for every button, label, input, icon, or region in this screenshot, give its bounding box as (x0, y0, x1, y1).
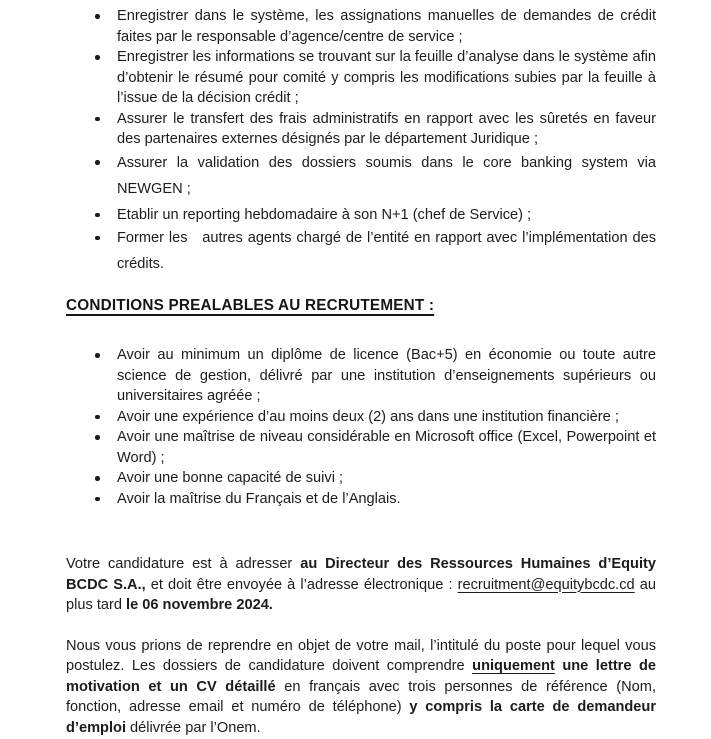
responsibility-text: Former les autres agents chargé de l’entité en rapport avec l’implémentation des crédits. (116, 230, 656, 272)
list-item (66, 109, 656, 150)
list-item (66, 468, 656, 489)
condition-text: Avoir une bonne capacité de suivi ; (116, 470, 344, 486)
required-documents-text: une lettre de motivation et un CV détaillé (66, 658, 656, 695)
bullet-icon (95, 497, 100, 502)
condition-text: Avoir une maîtrise de niveau considérable en Microsoft office (Excel, Powerpoint et Word) ; (116, 429, 656, 466)
list-item (66, 6, 656, 47)
email-intro-text: et doit être envoyée à l’adresse électronique : (145, 576, 458, 593)
bullet-icon (95, 117, 100, 122)
bullet-icon (95, 415, 100, 420)
responsibility-text: Assurer la validation des dossiers soumis dans le core banking system via NEWGEN ; (116, 154, 656, 197)
bullet-icon (95, 353, 100, 358)
condition-text: Avoir au minimum un diplôme de licence (Bac+5) en économie ou toute autre science de gestion, délivré par une institution d’enseignements supérieurs ou universitaires agréée ; (116, 347, 656, 404)
job-seeker-card-text: y compris la carte de demandeur d’emploi (66, 699, 657, 736)
conditions-list (66, 345, 656, 509)
section-heading-text: CONDITIONS PREALABLES AU RECRUTEMENT : (66, 297, 435, 314)
list-item (66, 407, 656, 428)
hr-director-text: au Directeur des Ressources Humaines d’Equity BCDC S.A., (66, 556, 656, 593)
condition-text: Avoir une expérience d’au moins deux (2) ans dans une institution financière ; (116, 408, 619, 425)
application-paragraph (66, 554, 656, 616)
onem-text: délivrée par l’Onem. (126, 719, 261, 736)
responsibility-text: Enregistrer dans le système, les assignations manuelles de demandes de crédit faites par le responsable d’agence/centre de service ; (116, 8, 656, 45)
deadline-date: le 06 novembre 2024. (126, 597, 273, 613)
list-item (66, 345, 656, 407)
application-intro-text: Votre candidature est à adresser (66, 556, 301, 572)
list-item (66, 225, 656, 277)
email-address: recruitment@equitybcdc.cd (457, 576, 635, 593)
condition-text: Avoir la maîtrise du Français et de l’Anglais. (116, 490, 401, 507)
bullet-icon (95, 55, 100, 60)
responsibilities-list (66, 6, 656, 277)
bullet-icon (95, 213, 100, 218)
references-text: en français avec trois personnes de référence (Nom, fonction, adresse email et numéro de téléphone) (66, 678, 656, 715)
uniquement-emphasis-text: uniquement (472, 658, 555, 674)
responsibility-text: Assurer le transfert des frais administratifs en rapport avec les sûretés en faveur des partenaires externes désignés par le département Juridique ; (116, 110, 656, 147)
responsibility-text: Etablir un reporting hebdomadaire à son N+1 (chef de Service) ; (116, 206, 532, 223)
list-item (66, 427, 656, 468)
list-item (66, 150, 656, 202)
bullet-icon (95, 236, 100, 241)
list-item (66, 205, 656, 226)
responsibility-text: Enregistrer les informations se trouvant sur la feuille d’analyse dans le système afin d’obtenir le résumé pour comité y compris les modifications subies par la feuille à l’issue de la décision crédit ; (116, 49, 656, 106)
list-item (66, 489, 656, 510)
bullet-icon (95, 160, 100, 165)
bullet-icon (95, 14, 100, 19)
bullet-icon (95, 435, 100, 440)
section-heading (66, 296, 656, 316)
instructions-paragraph (66, 636, 656, 739)
deadline-intro-text: au plus tard (66, 576, 656, 613)
bullet-icon (95, 476, 100, 481)
instructions-intro-text: Nous vous prions de reprendre en objet de votre mail, l’intitulé du poste pour lequel vous postulez. Les dossiers de candidature doivent comprendre (66, 637, 656, 674)
list-item (66, 47, 656, 109)
